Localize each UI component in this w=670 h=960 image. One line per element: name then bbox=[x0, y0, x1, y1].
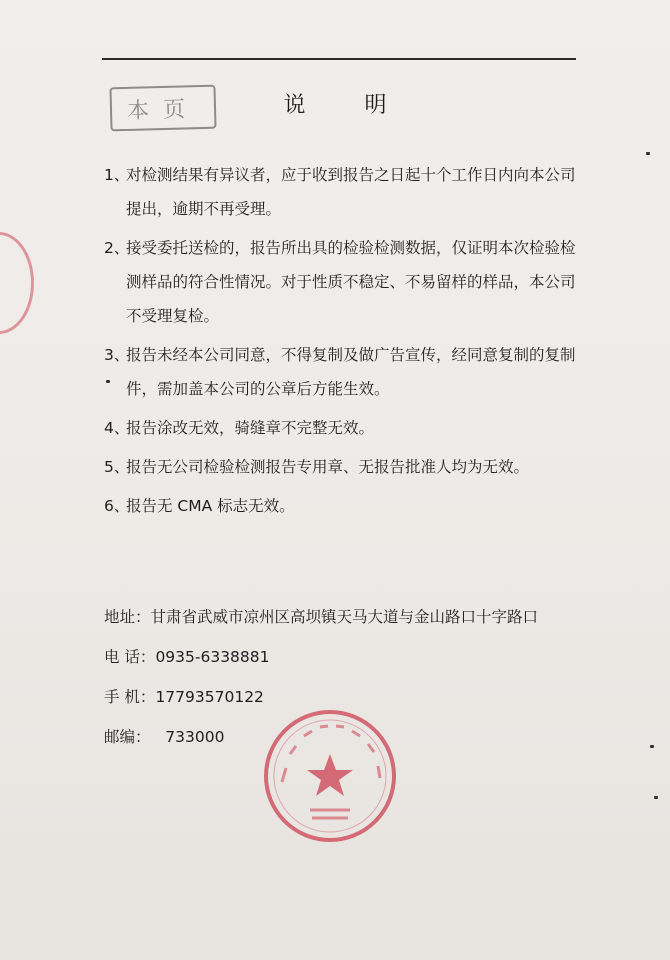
mobile-value: 17793570122 bbox=[155, 688, 264, 706]
speck bbox=[654, 796, 658, 799]
phone-row bbox=[104, 646, 574, 668]
note-item bbox=[104, 338, 586, 406]
company-seal-icon bbox=[260, 706, 400, 846]
note-item bbox=[104, 489, 586, 523]
notes-list bbox=[104, 158, 586, 528]
note-number: 6、 bbox=[104, 497, 130, 515]
note-text: 对检测结果有异议者，应于收到报告之日起十个工作日内向本公司提出，逾期不再受理。 bbox=[126, 166, 576, 218]
note-text: 报告无 CMA 标志无效。 bbox=[126, 497, 295, 515]
speck bbox=[646, 152, 650, 155]
note-item bbox=[104, 158, 586, 226]
phone-label: 电 话： bbox=[104, 648, 156, 666]
mobile-label: 手 机： bbox=[104, 688, 156, 706]
note-number: 3、 bbox=[104, 346, 130, 364]
copy-stamp-text: 本页 bbox=[126, 96, 200, 124]
seal-star-icon bbox=[307, 754, 353, 796]
note-number: 1、 bbox=[104, 166, 130, 184]
note-item bbox=[104, 411, 586, 445]
address-label: 地址： bbox=[104, 608, 151, 626]
note-text: 接受委托送检的，报告所出具的检验检测数据，仅证明本次检验检测样品的符合性情况。对于性质不稳定、不易留样的样品，本公司不受理复检。 bbox=[126, 239, 576, 325]
note-number: 4、 bbox=[104, 419, 130, 437]
address-row bbox=[104, 606, 574, 628]
phone-value: 0935-6338881 bbox=[155, 648, 270, 666]
postcode-label: 邮编： bbox=[104, 728, 151, 746]
page-title: 说 明 bbox=[283, 93, 413, 118]
mobile-row bbox=[104, 686, 574, 708]
note-number: 5、 bbox=[104, 458, 130, 476]
speck bbox=[106, 380, 110, 383]
header-rule bbox=[102, 58, 576, 60]
address-value: 甘肃省武威市凉州区高坝镇天马大道与金山路口十字路口 bbox=[150, 608, 539, 626]
note-text: 报告涂改无效，骑缝章不完整无效。 bbox=[126, 419, 375, 437]
note-number: 2、 bbox=[104, 239, 130, 257]
side-seal-icon bbox=[0, 232, 34, 334]
note-item bbox=[104, 231, 586, 333]
note-item bbox=[104, 450, 586, 484]
note-text: 报告未经本公司同意，不得复制及做广告宣传，经同意复制的复制件，需加盖本公司的公章后方能生效。 bbox=[126, 346, 576, 398]
note-text: 报告无公司检验检测报告专用章、无报告批准人均为无效。 bbox=[126, 458, 530, 476]
speck bbox=[650, 745, 654, 748]
postcode-value: 733000 bbox=[165, 728, 225, 746]
